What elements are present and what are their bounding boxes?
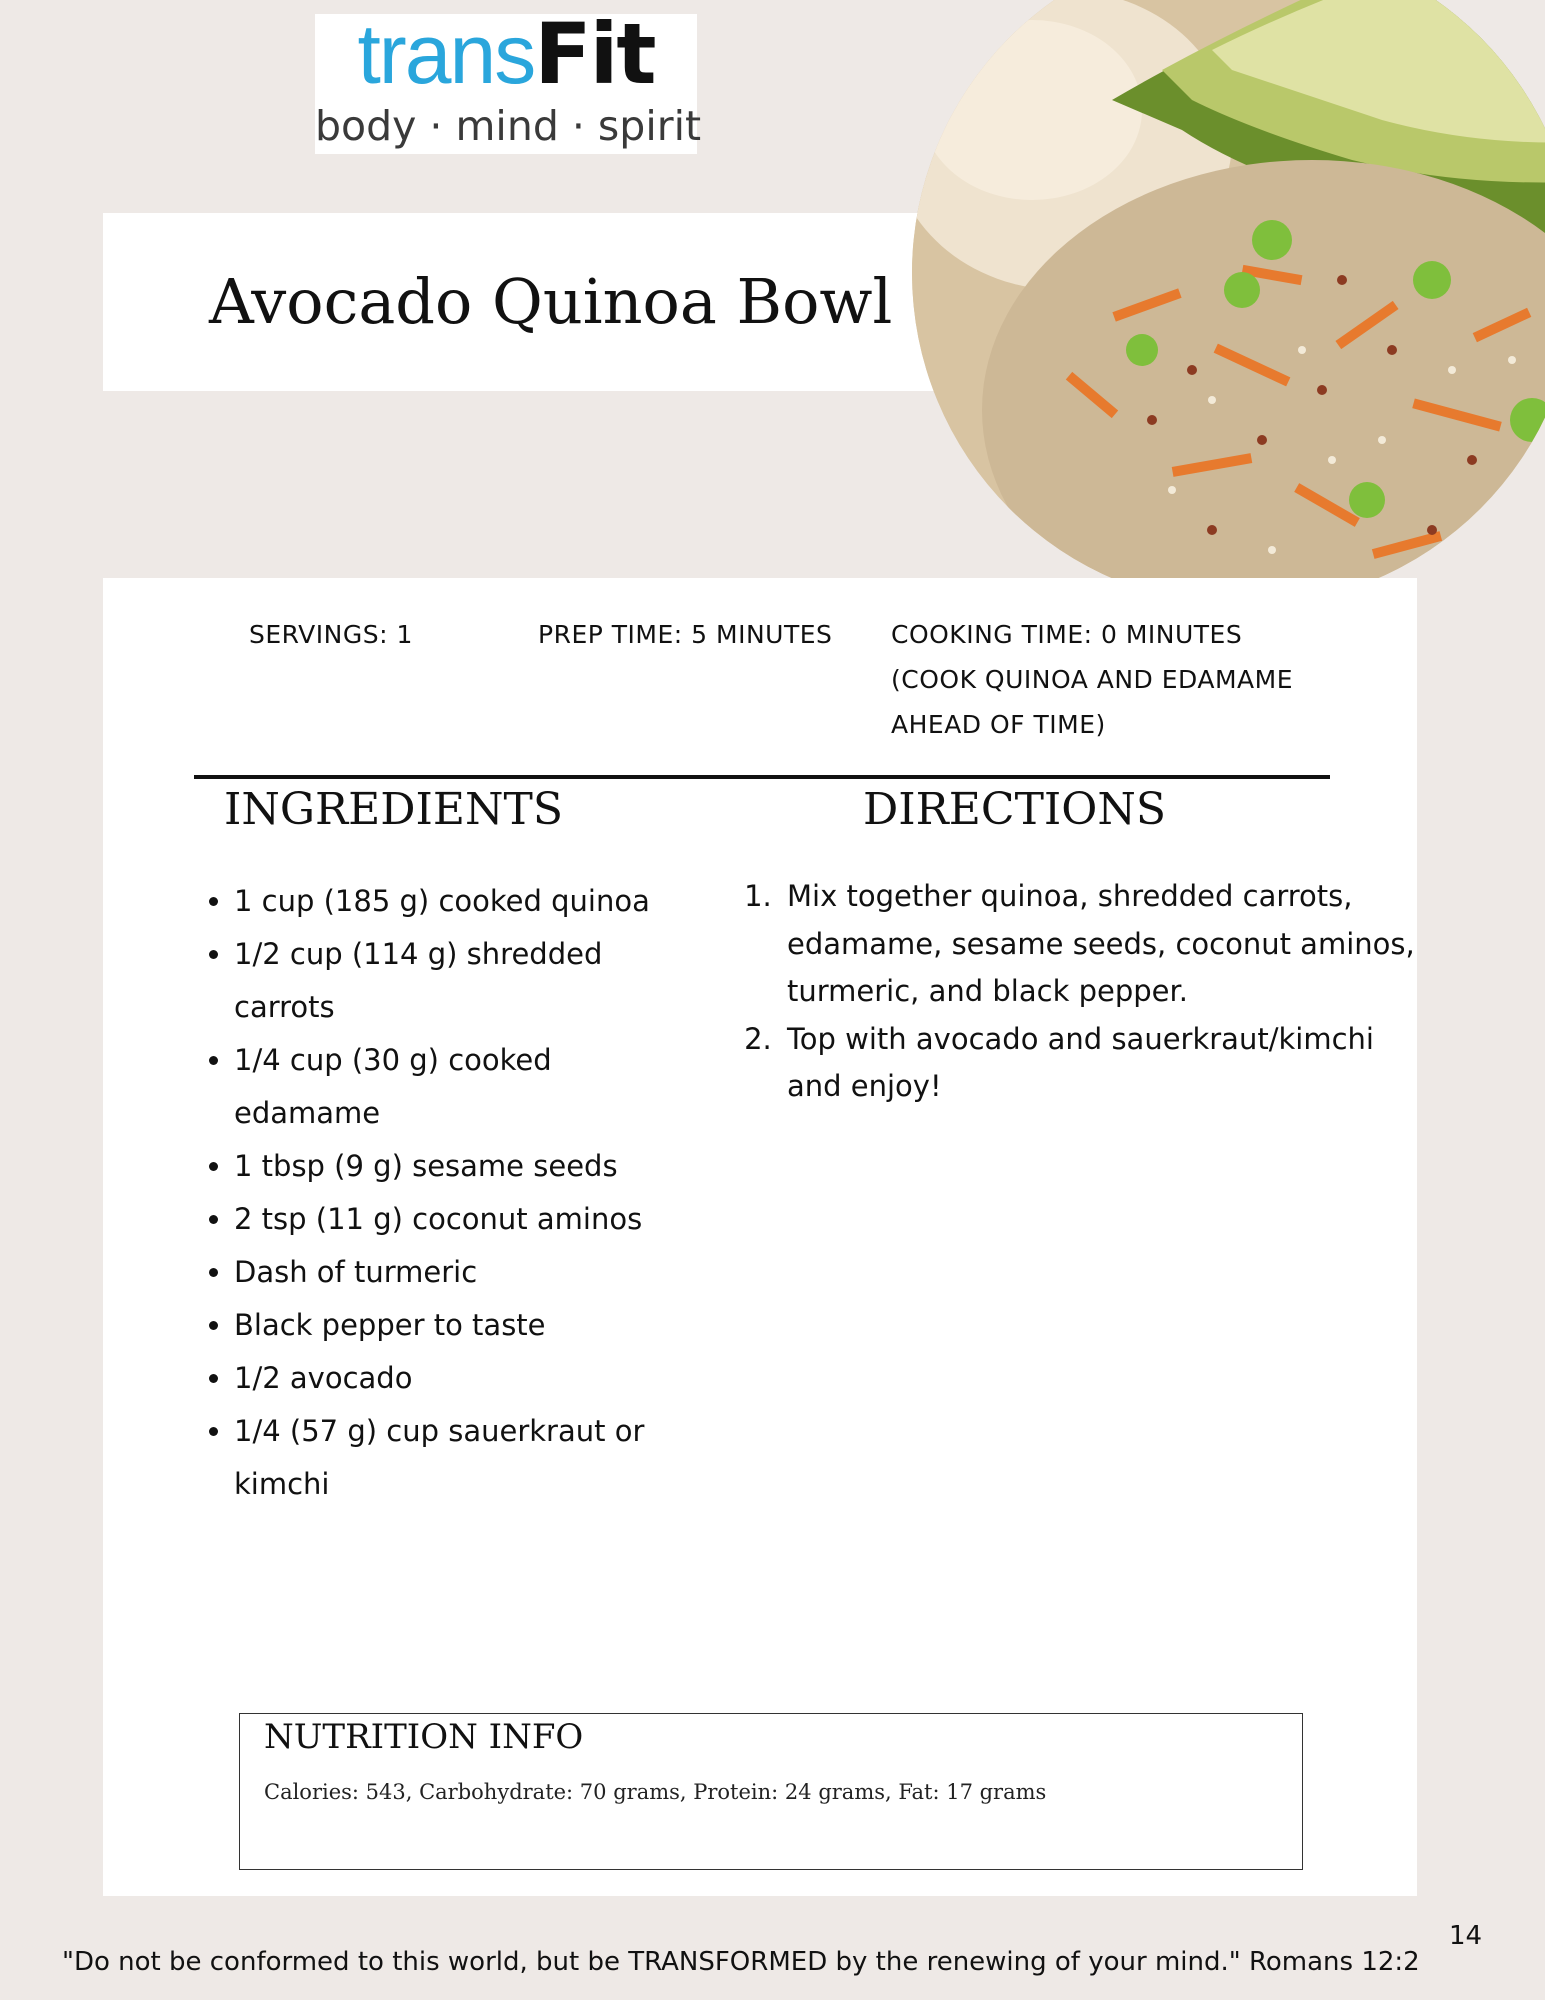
recipe-card — [103, 578, 1417, 1896]
logo-fit-text: Fit — [534, 5, 655, 103]
cooking-time-label: COOKING TIME: 0 MINUTES (COOK QUINOA AND EDAMAME AHEAD OF TIME) — [891, 620, 1293, 739]
servings-label: SERVINGS: 1 — [249, 620, 413, 649]
ingredients-heading: INGREDIENTS — [224, 784, 564, 835]
nutrition-heading: NUTRITION INFO — [264, 1717, 584, 1757]
footer-quote: "Do not be conformed to this world, but be TRANSFORMED by the renewing of your mind." Romans 12:2 — [62, 1947, 1420, 1977]
ingredient-item: • 1 cup (185 g) cooked quinoa — [234, 875, 694, 928]
page-number: 14 — [1449, 1921, 1483, 1951]
logo-tagline: body · mind · spirit — [315, 102, 702, 150]
food-photo — [912, 0, 1545, 606]
ingredient-item: • Dash of turmeric — [234, 1246, 694, 1299]
logo-trans-text: trans — [357, 7, 535, 101]
prep-time-label: PREP TIME: 5 MINUTES — [538, 620, 833, 649]
nutrition-text: Calories: 543, Carbohydrate: 70 grams, Protein: 24 grams, Fat: 17 grams — [264, 1780, 1047, 1804]
ingredient-item: • 1/4 cup (30 g) cooked edamame — [234, 1034, 694, 1140]
brand-logo — [315, 5, 702, 154]
section-divider — [194, 775, 1330, 779]
directions-heading: DIRECTIONS — [863, 784, 1167, 835]
directions-list — [743, 873, 1421, 1111]
ingredient-item: • 1/4 (57 g) cup sauerkraut or kimchi — [234, 1405, 694, 1511]
quinoa-bowl-image — [912, 0, 1545, 606]
ingredients-list — [196, 875, 694, 1511]
ingredient-item: • 2 tsp (11 g) coconut aminos — [234, 1193, 694, 1246]
ingredient-item: • 1/2 cup (114 g) shredded carrots — [234, 928, 694, 1034]
ingredient-item: • 1/2 avocado — [234, 1352, 694, 1405]
ingredient-item: • Black pepper to taste — [234, 1299, 694, 1352]
recipe-title: Avocado Quinoa Bowl — [209, 265, 893, 338]
direction-step: 1. Mix together quinoa, shredded carrots, edamame, sesame seeds, coconut aminos, turmeric, and black pepper. — [781, 873, 1421, 1016]
nutrition-box — [239, 1713, 1303, 1870]
title-panel — [103, 213, 983, 391]
direction-step: 2. Top with avocado and sauerkraut/kimchi and enjoy! — [781, 1016, 1421, 1111]
ingredient-item: • 1 tbsp (9 g) sesame seeds — [234, 1140, 694, 1193]
logo-wordmark — [315, 5, 697, 103]
